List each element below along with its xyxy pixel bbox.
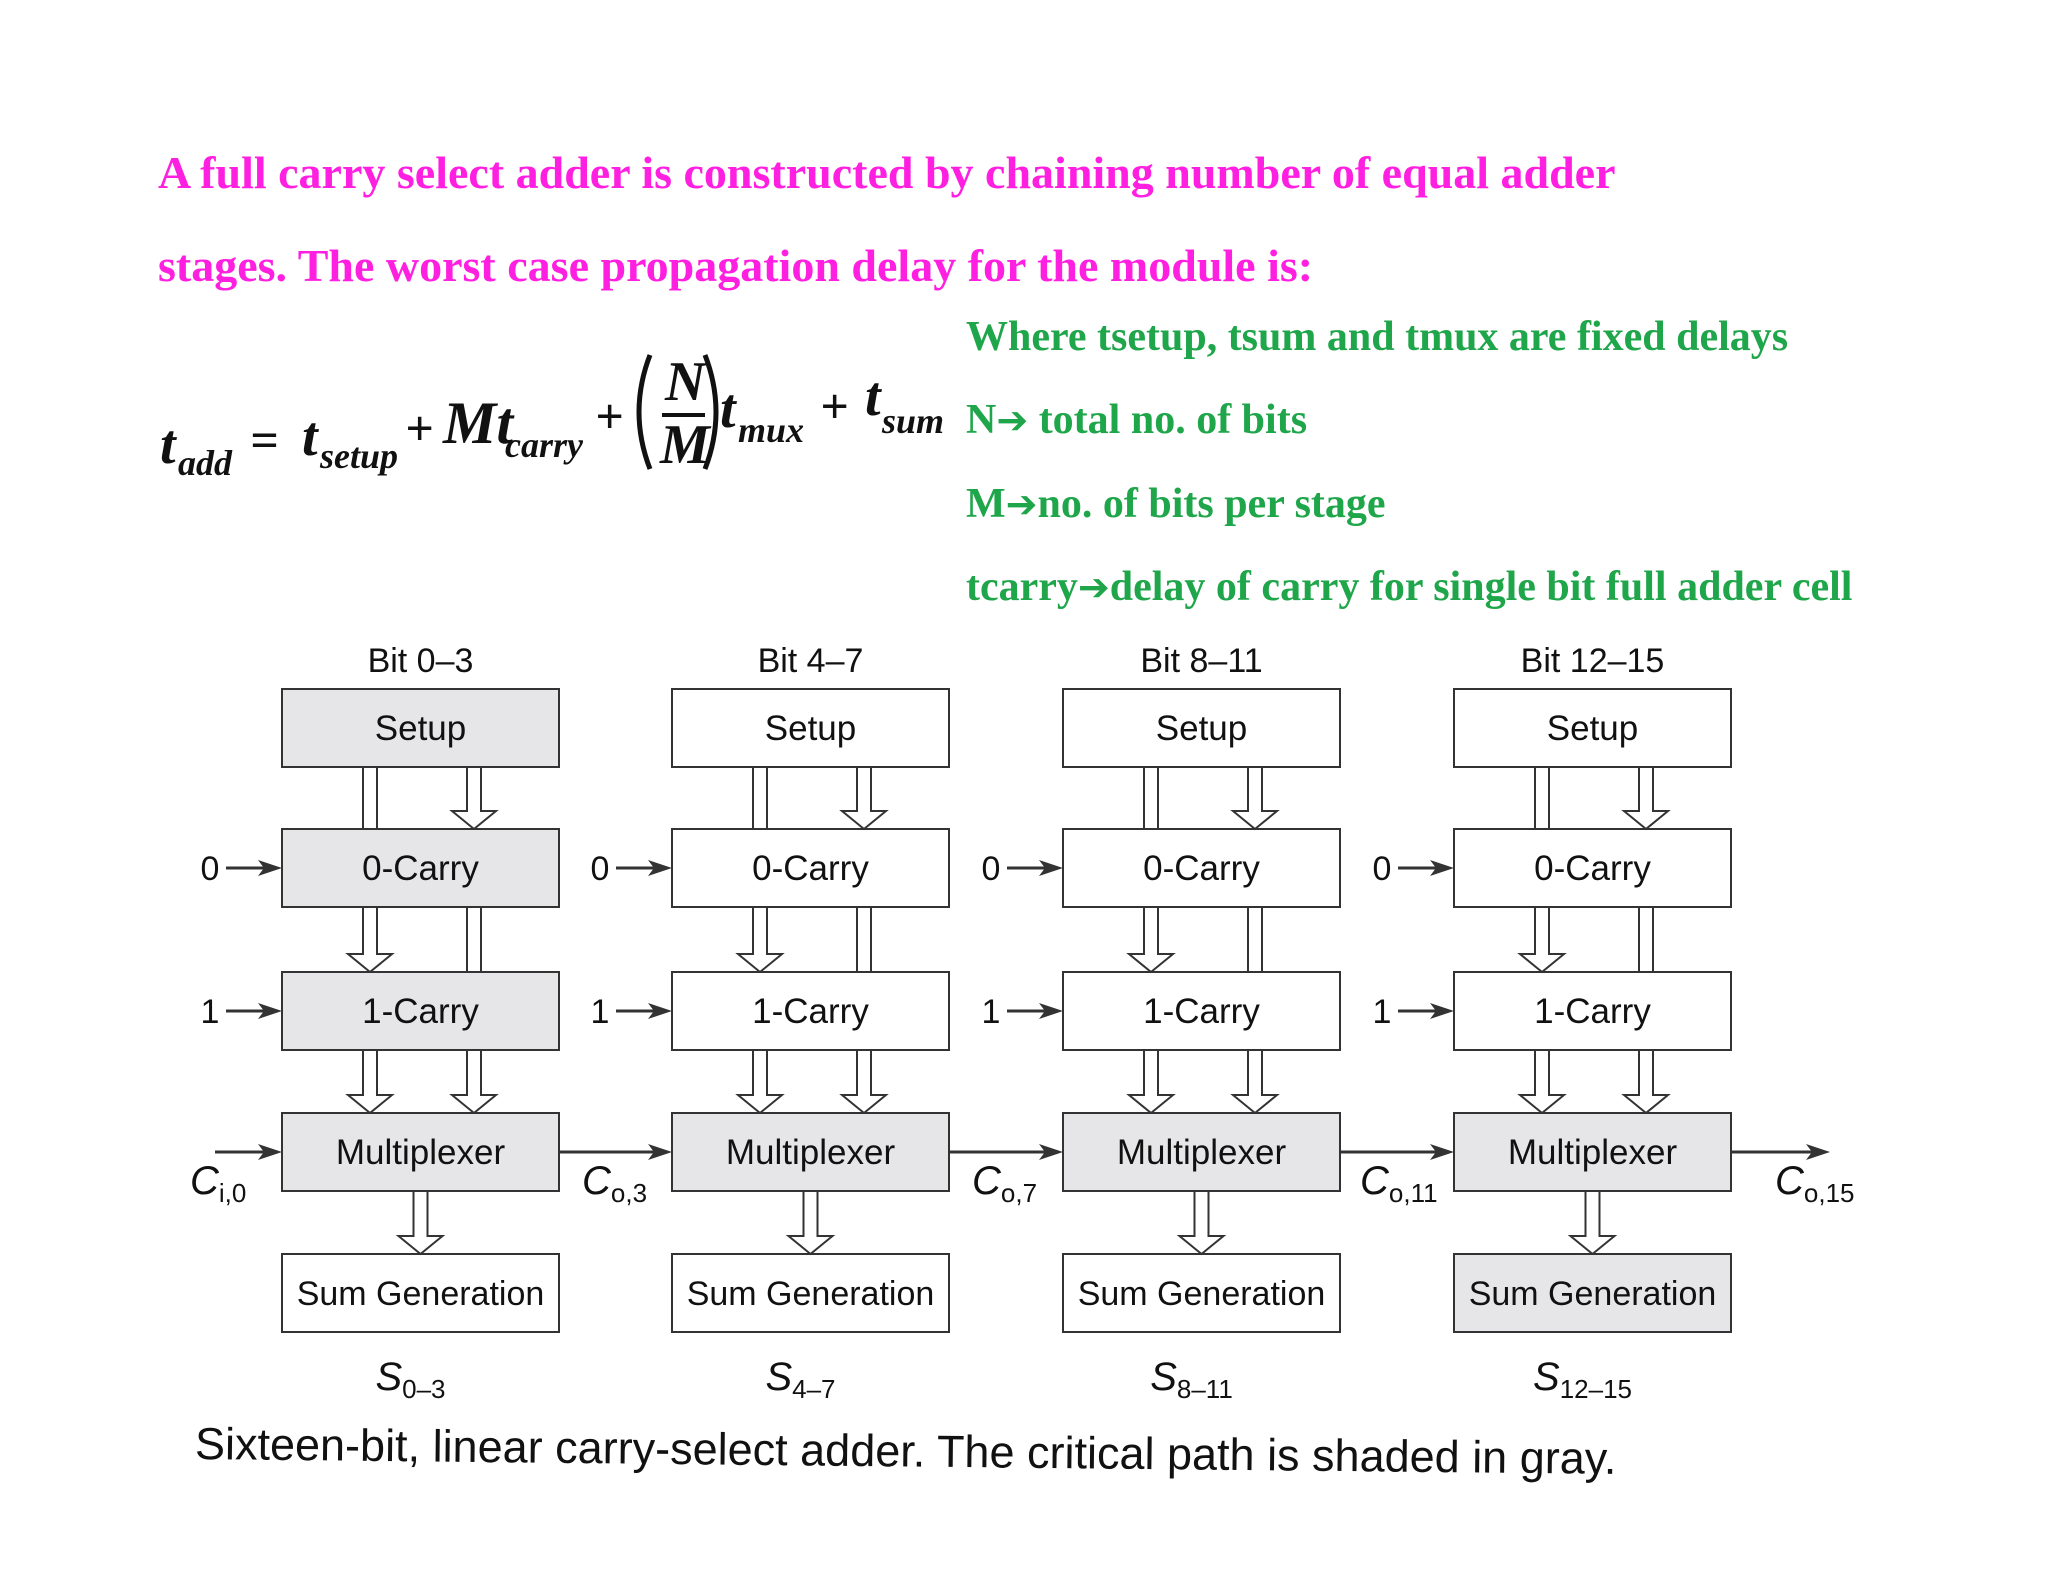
carry0-label: 0-Carry xyxy=(752,849,869,888)
mux-label: Multiplexer xyxy=(725,1133,896,1172)
carry-select-adder-diagram xyxy=(0,620,2048,1500)
setup-to-0carry-arrow xyxy=(1233,767,1277,829)
mux-label: Multiplexer xyxy=(1116,1133,1287,1172)
carry1-label: 1-Carry xyxy=(1534,992,1651,1031)
carry-signal-label: $C_{o,11}$ xyxy=(1360,1159,1438,1208)
mux-label: Multiplexer xyxy=(1507,1133,1678,1172)
formula-t-mux: t xyxy=(720,378,736,440)
formula-sum-sub: sum xyxy=(882,401,945,441)
setup-to-1carry-arrow xyxy=(738,907,782,972)
sumgen-label: Sum Generation xyxy=(1468,1275,1717,1313)
stage-title: Bit 4–7 xyxy=(757,642,864,680)
note-tcarry-var: tcarry xyxy=(966,564,1078,610)
note-tcarry xyxy=(966,563,1852,611)
carry-in-1-label: 1 xyxy=(981,993,1001,1031)
formula-denominator: M xyxy=(660,414,710,476)
setup-to-1carry-arrow xyxy=(348,907,392,972)
carry1-to-mux-arrow xyxy=(1520,1050,1564,1113)
formula-t-setup: t xyxy=(302,406,318,468)
mux-to-sum-arrow xyxy=(789,1191,833,1254)
carry-in-1-label: 1 xyxy=(1372,993,1392,1031)
carry0-to-mux-arrow xyxy=(452,1050,496,1113)
mux-to-sum-arrow xyxy=(1180,1191,1224,1254)
formula-carry-sub: carry xyxy=(505,425,583,465)
setup-to-0carry-arrow xyxy=(1624,767,1668,829)
carry0-to-mux-line xyxy=(857,907,871,972)
carry0-label: 0-Carry xyxy=(1534,849,1651,888)
formula-plus-2: + xyxy=(595,388,624,444)
setup-label: Setup xyxy=(1546,709,1639,748)
note-fixed-delays: Where tsetup, tsum and tmux are fixed delays xyxy=(966,314,1789,360)
carry0-to-mux-line xyxy=(1248,907,1262,972)
sum-output-label: $S_{0-3}$ xyxy=(375,1355,446,1404)
mux-to-sum-arrow xyxy=(1571,1191,1615,1254)
note-m-var: M xyxy=(966,481,1006,527)
setup-to-1carry-line xyxy=(1144,767,1158,829)
formula-t-sum: t xyxy=(865,366,881,428)
delay-formula xyxy=(160,345,960,495)
note-n xyxy=(966,396,1307,444)
formula-plus-1: + xyxy=(405,400,434,456)
sumgen-label: Sum Generation xyxy=(1077,1275,1326,1313)
setup-to-1carry-arrow xyxy=(1520,907,1564,972)
carry1-label: 1-Carry xyxy=(362,992,479,1031)
arrow-icon: ➔ xyxy=(1077,565,1110,609)
heading-line-2: stages. The worst case propagation delay for the module is: xyxy=(158,240,1314,291)
mux-label: Multiplexer xyxy=(335,1133,506,1172)
carry-in-0-label: 0 xyxy=(590,850,610,888)
setup-label: Setup xyxy=(374,709,467,748)
note-tcarry-text: delay of carry for single bit full adder cell xyxy=(1109,564,1853,610)
heading-line-1: A full carry select adder is constructed by chaining number of equal adder xyxy=(158,147,1616,198)
stage-title: Bit 8–11 xyxy=(1140,642,1263,680)
mux-to-sum-arrow xyxy=(399,1191,443,1254)
carry1-to-mux-arrow xyxy=(1129,1050,1173,1113)
setup-to-1carry-arrow xyxy=(1129,907,1173,972)
sumgen-label: Sum Generation xyxy=(686,1275,935,1313)
stage-title: Bit 0–3 xyxy=(367,642,474,680)
carry-signal-label: $C_{o,3}$ xyxy=(582,1159,648,1208)
formula-setup-sub: setup xyxy=(320,436,399,476)
note-n-text: total no. of bits xyxy=(1028,397,1308,443)
carry0-to-mux-line xyxy=(467,907,481,972)
setup-to-0carry-arrow xyxy=(842,767,886,829)
formula-equals: = xyxy=(250,412,279,468)
note-m xyxy=(966,480,1386,528)
carry1-label: 1-Carry xyxy=(1143,992,1260,1031)
sum-output-label: $S_{4-7}$ xyxy=(765,1355,836,1404)
setup-to-1carry-line xyxy=(753,767,767,829)
carry-signal-label: $C_{o,15}$ xyxy=(1775,1159,1855,1208)
formula-left-paren xyxy=(639,355,650,469)
carry-signal-label: $C_{o,7}$ xyxy=(972,1159,1038,1208)
carry0-to-mux-arrow xyxy=(1233,1050,1277,1113)
setup-label: Setup xyxy=(764,709,857,748)
arrow-icon: ➔ xyxy=(996,398,1029,442)
carry0-label: 0-Carry xyxy=(1143,849,1260,888)
formula-add-sub: add xyxy=(178,443,232,483)
sum-output-label: $S_{12-15}$ xyxy=(1533,1355,1632,1404)
formula-mux-sub: mux xyxy=(738,410,805,450)
carry0-to-mux-arrow xyxy=(842,1050,886,1113)
sumgen-label: Sum Generation xyxy=(296,1275,545,1313)
formula-m-t-carry: Mt xyxy=(443,390,514,456)
carry-in-1-label: 1 xyxy=(590,993,610,1031)
setup-label: Setup xyxy=(1155,709,1248,748)
setup-to-1carry-line xyxy=(363,767,377,829)
formula-numerator: N xyxy=(665,351,706,413)
carry1-label: 1-Carry xyxy=(752,992,869,1031)
formula-plus-3: + xyxy=(820,378,849,434)
carry1-to-mux-arrow xyxy=(348,1050,392,1113)
carry0-label: 0-Carry xyxy=(362,849,479,888)
carry-in-1-label: 1 xyxy=(200,993,220,1031)
figure-caption: Sixteen-bit, linear carry-select adder. The critical path is shaded in gray. xyxy=(194,1418,1617,1484)
carry-signal-label: $C_{i,0}$ xyxy=(190,1159,247,1208)
carry0-to-mux-arrow xyxy=(1624,1050,1668,1113)
carry1-to-mux-arrow xyxy=(738,1050,782,1113)
carry-in-0-label: 0 xyxy=(200,850,220,888)
setup-to-0carry-arrow xyxy=(452,767,496,829)
carry0-to-mux-line xyxy=(1639,907,1653,972)
note-m-text: no. of bits per stage xyxy=(1037,481,1386,527)
formula-t-add: t xyxy=(160,414,176,476)
setup-to-1carry-line xyxy=(1535,767,1549,829)
carry-in-0-label: 0 xyxy=(1372,850,1392,888)
sum-output-label: $S_{8-11}$ xyxy=(1150,1355,1233,1404)
note-n-var: N xyxy=(966,397,997,443)
carry-in-0-label: 0 xyxy=(981,850,1001,888)
arrow-icon: ➔ xyxy=(1005,482,1038,526)
stage-title: Bit 12–15 xyxy=(1520,642,1665,680)
